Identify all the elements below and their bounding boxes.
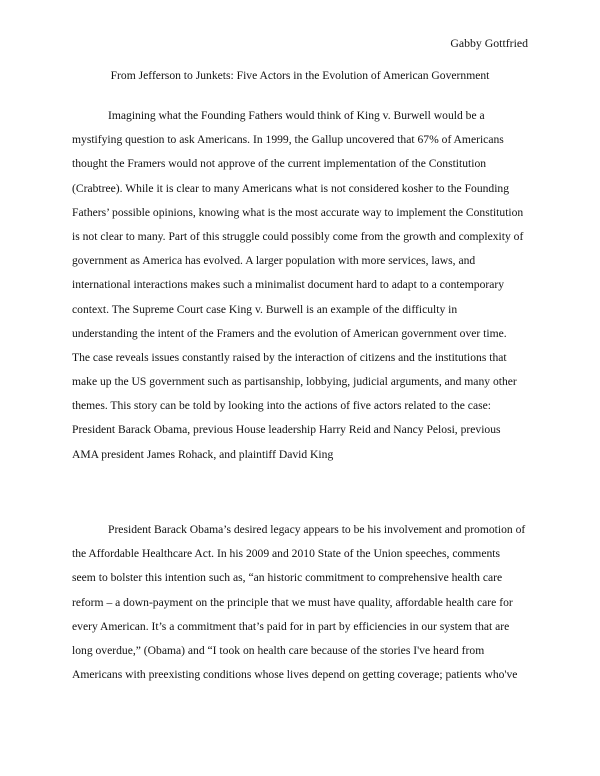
paragraph-line: Fathers’ possible opinions, knowing what is the most accurate way to implement the Constitution [72,205,524,219]
paragraph-line: government as America has evolved. A larger population with more services, laws, and [72,254,476,268]
paragraph-line: is not clear to many. Part of this struggle could possibly come from the growth and complexity of [72,229,524,243]
paragraph-line: international interactions makes such a minimalist document hard to adapt to a contemporary [72,278,505,292]
paragraph-line: The case reveals issues constantly raised by the interaction of citizens and the institutions that [72,350,507,364]
paragraph-line: thought the Framers would not approve of the current implementation of the Constitution [72,157,487,171]
paragraph-line: (Crabtree). While it is clear to many Americans what is not considered kosher to the Founding [72,181,510,195]
paragraph-line: seem to bolster this intention such as, “an historic commitment to comprehensive health care [72,571,503,585]
paragraph-line: President Barack Obama, previous House leadership Harry Reid and Nancy Pelosi, previous [72,423,501,437]
paragraph-line: mystifying question to ask Americans. In 1999, the Gallup uncovered that 67% of Americans [72,133,504,147]
paragraph-line: make up the US government such as partisanship, lobbying, judicial arguments, and many other [72,375,517,389]
paragraph-line: President Barack Obama’s desired legacy appears to be his involvement and promotion of [108,523,526,536]
paragraph-line: themes. This story can be told by looking into the actions of five actors related to the case: [72,399,491,413]
paragraph-line: AMA president James Rohack, and plaintiff David King [72,447,334,461]
paragraph-line: understanding the intent of the Framers and the evolution of American government over time. [72,326,507,340]
paragraph-line: Imagining what the Founding Fathers would think of King v. Burwell would be a [108,109,485,122]
paragraph-line: Americans with preexisting conditions whose lives depend on getting coverage; patients who've [72,668,518,682]
paragraph-line: the Affordable Healthcare Act. In his 2009 and 2010 State of the Union speeches, comments [72,547,500,561]
paragraph-line: every American. It’s a commitment that’s paid for in part by efficiencies in our system that are [72,619,510,633]
paragraph-line: long overdue,” (Obama) and “I took on health care because of the stories I've heard from [72,643,485,657]
paragraph-line: context. The Supreme Court case King v. Burwell is an example of the difficulty in [72,302,458,316]
paragraph-1 [72,104,542,467]
paragraph-2 [72,518,542,687]
paragraph-line: reform – a down-payment on the principle that we must have quality, affordable health care for [72,595,513,609]
header-author-name: Gabby Gottfried [450,36,528,50]
document-title: From Jefferson to Junkets: Five Actors in the Evolution of American Government [110,69,490,82]
